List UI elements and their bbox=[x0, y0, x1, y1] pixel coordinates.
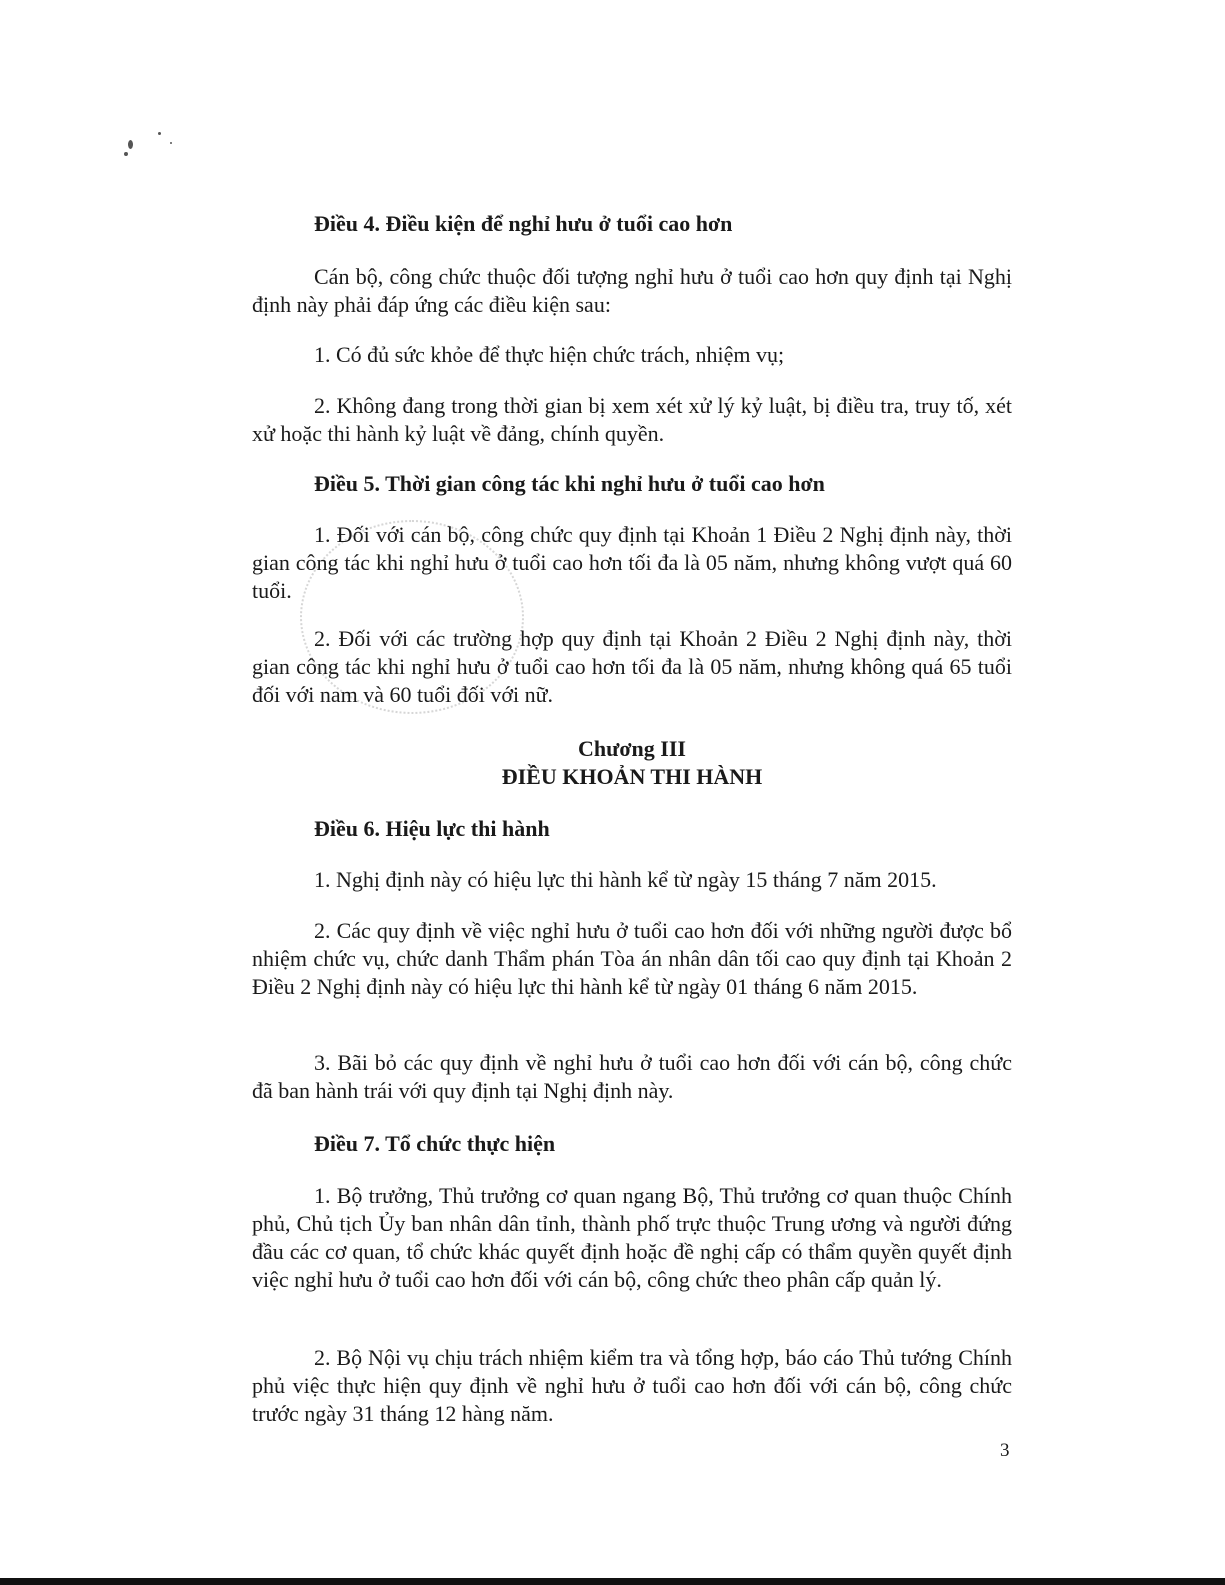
article-6-item-2: 2. Các quy định về việc nghỉ hưu ở tuổi cao hơn đối với những người được bổ nhiệm chức vụ, chức danh Thẩm phán Tòa án nhân dân tối cao quy định tại Khoản 2 Điều 2 Nghị định này có hiệu lực thi hành kể từ ngày 01 tháng 6 năm 2015. bbox=[252, 918, 1012, 999]
article-6-item-3: 3. Bãi bỏ các quy định về nghỉ hưu ở tuổi cao hơn đối với cán bộ, công chức đã ban hành trái với quy định tại Nghị định này. bbox=[252, 1050, 1012, 1103]
article-5-item-1: 1. Đối với cán bộ, công chức quy định tại Khoản 1 Điều 2 Nghị định này, thời gian công tác khi nghỉ hưu ở tuổi cao hơn tối đa là 05 năm, nhưng không vượt quá 60 tuổi. bbox=[252, 522, 1012, 603]
scan-speck bbox=[128, 140, 133, 149]
article-6-item-1: 1. Nghị định này có hiệu lực thi hành kể từ ngày 15 tháng 7 năm 2015. bbox=[314, 867, 937, 892]
scan-bottom-edge bbox=[0, 1578, 1225, 1585]
chapter-number: Chương III bbox=[578, 736, 686, 761]
article-7-heading: Điều 7. Tổ chức thực hiện bbox=[314, 1131, 556, 1156]
article-4-intro: Cán bộ, công chức thuộc đối tượng nghỉ hưu ở tuổi cao hơn quy định tại Nghị định này phải đáp ứng các điều kiện sau: bbox=[252, 264, 1012, 317]
scan-speck bbox=[170, 142, 172, 144]
article-4-item-1: 1. Có đủ sức khỏe để thực hiện chức trách, nhiệm vụ; bbox=[314, 342, 785, 367]
page-number: 3 bbox=[1000, 1440, 1010, 1461]
scan-speck bbox=[158, 132, 161, 135]
scan-speck bbox=[124, 152, 128, 156]
article-5-item-2: 2. Đối với các trường hợp quy định tại Khoản 2 Điều 2 Nghị định này, thời gian công tác khi nghỉ hưu ở tuổi cao hơn tối đa là 05 năm, nhưng không quá 65 tuổi đối với nam và 60 tuổi đối với nữ. bbox=[252, 626, 1012, 707]
article-4-item-2: 2. Không đang trong thời gian bị xem xét xử lý kỷ luật, bị điều tra, truy tố, xét xử hoặc thi hành kỷ luật về đảng, chính quyền. bbox=[252, 393, 1012, 446]
article-7-item-2: 2. Bộ Nội vụ chịu trách nhiệm kiểm tra và tổng hợp, báo cáo Thủ tướng Chính phủ việc thực hiện quy định về nghỉ hưu ở tuổi cao hơn đối với cán bộ, công chức trước ngày 31 tháng 12 hàng năm. bbox=[252, 1345, 1012, 1426]
chapter-title: ĐIỀU KHOẢN THI HÀNH bbox=[501, 764, 763, 789]
article-7-item-1: 1. Bộ trưởng, Thủ trưởng cơ quan ngang Bộ, Thủ trưởng cơ quan thuộc Chính phủ, Chủ tịch Ủy ban nhân dân tỉnh, thành phố trực thuộc Trung ương và người đứng đầu các cơ quan, tổ chức khác quyết định hoặc đề nghị cấp có thẩm quyền quyết định việc nghỉ hưu ở tuổi cao hơn đối với cán bộ, công chức theo phân cấp quản lý. bbox=[252, 1183, 1012, 1292]
article-6-heading: Điều 6. Hiệu lực thi hành bbox=[314, 816, 550, 841]
article-4-heading: Điều 4. Điều kiện để nghỉ hưu ở tuổi cao hơn bbox=[314, 211, 733, 236]
article-5-heading: Điều 5. Thời gian công tác khi nghỉ hưu ở tuổi cao hơn bbox=[314, 471, 825, 496]
